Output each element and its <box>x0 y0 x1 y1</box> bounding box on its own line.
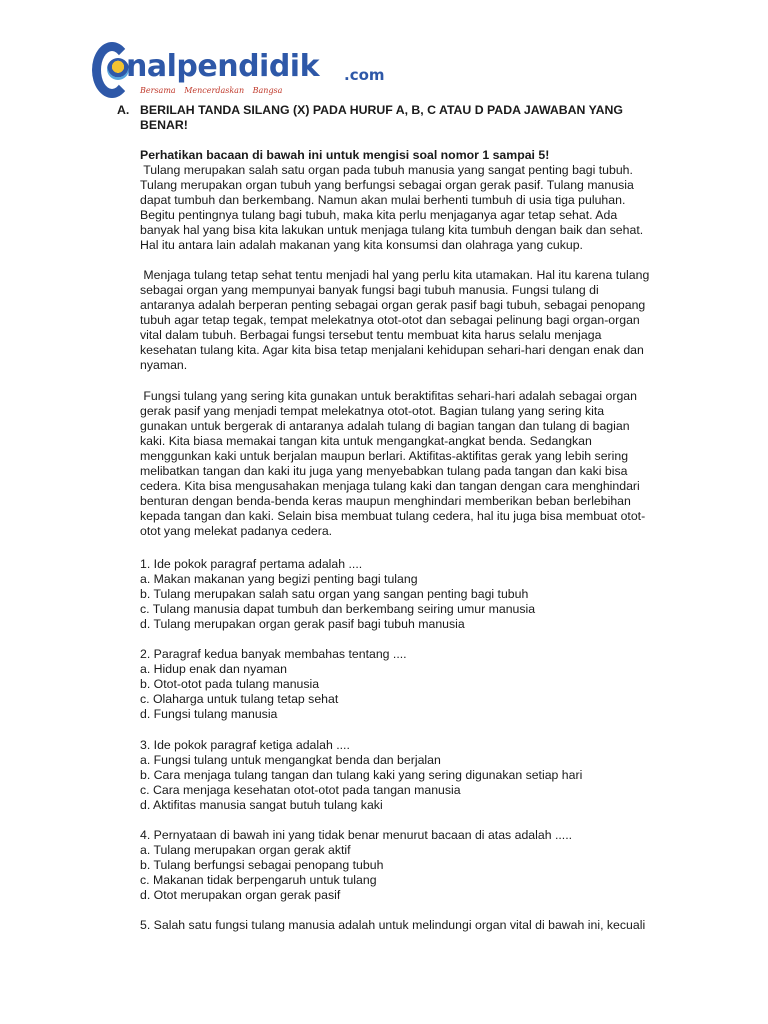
paragraph-line: sebagai organ yang mempunyai banyak fungsi bagi tubuh manusia. Fungsi tulang di <box>140 283 599 297</box>
logo-domain-suffix: .com <box>344 66 385 84</box>
answer-option: a. Hidup enak dan nyaman <box>140 662 287 676</box>
answer-option: b. Cara menjaga tulang tangan dan tulang kaki yang sering digunakan setiap hari <box>140 768 583 782</box>
site-logo <box>92 42 392 104</box>
answer-option: a. Tulang merupakan organ gerak aktif <box>140 843 351 857</box>
answer-option: d. Otot merupakan organ gerak pasif <box>140 888 341 902</box>
paragraph-line: melibatkan tangan dan kaki itu juga yang menyebabkan tulang pada tangan dan kaki bisa <box>140 464 628 478</box>
paragraph-line: antaranya adalah berperan penting sebagai organ gerak pasif bagi tubuh, sebagai penopang <box>140 298 646 312</box>
answer-option: b. Otot-otot pada tulang manusia <box>140 677 320 691</box>
paragraph-line: Begitu pentingnya tulang bagi tubuh, maka kita perlu menjaganya agar tetap sehat. Ada <box>140 208 618 222</box>
answer-option: c. Makanan tidak berpengaruh untuk tulang <box>140 873 377 887</box>
paragraph-line: gunakan untuk bergerak di antaranya adalah tulang di bagian tangan dan tulang di bagian <box>140 419 630 433</box>
paragraph-line: dapat tumbuh dan berkembang. Namun akan mulai berhenti tumbuh di usia tiga puluhan. <box>140 193 626 207</box>
instruction-line-2: BENAR! <box>140 118 188 132</box>
question-text: 2. Paragraf kedua banyak membahas tentang .... <box>140 647 407 661</box>
answer-option: d. Aktifitas manusia sangat butuh tulang kaki <box>140 798 383 812</box>
answer-option: c. Tulang manusia dapat tumbuh dan berkembang seiring umur manusia <box>140 602 536 616</box>
instruction-letter: A. <box>117 103 130 117</box>
paragraph-line: Hal itu antara lain adalah makanan yang kita konsumsi dan olahraga yang cukup. <box>140 238 583 252</box>
paragraph-line: kepada tangan dan kaki. Selain bisa membuat tulang cedera, hal itu juga bisa membuat otot- <box>140 509 646 523</box>
paragraph-line: Fungsi tulang yang sering kita gunakan untuk beraktifitas sehari-hari adalah sebagai organ <box>140 389 637 403</box>
paragraph-line: kaki. Kita biasa memakai tangan kita untuk mengangkat-angkat benda. Sedangkan <box>140 434 592 448</box>
reading-intro: Perhatikan bacaan di bawah ini untuk mengisi soal nomor 1 sampai 5! <box>140 148 550 162</box>
paragraph-line: banyak hal yang bisa kita lakukan untuk menjaga tulang kita tumbuh dengan baik dan sehat. <box>140 223 644 237</box>
paragraph-line: vital dalam tubuh. Berbagai fungsi tersebut tentu membuat kita harus selalu menjaga <box>140 328 602 342</box>
answer-option: a. Makan makanan yang begizi penting bagi tulang <box>140 572 418 586</box>
question-text: 3. Ide pokok paragraf ketiga adalah .... <box>140 738 350 752</box>
paragraph-line: benturan dengan benda-benda keras maupun menghindari memberikan beban berlebihan <box>140 494 631 508</box>
answer-option: a. Fungsi tulang untuk mengangkat benda dan berjalan <box>140 753 441 767</box>
paragraph-line: nyaman. <box>140 358 188 372</box>
question-text: 4. Pernyataan di bawah ini yang tidak benar menurut bacaan di atas adalah ..... <box>140 828 573 842</box>
answer-option: b. Tulang merupakan salah satu organ yang sangan penting bagi tubuh <box>140 587 529 601</box>
logo-tagline: Bersama Mencerdaskan Bangsa <box>140 86 283 95</box>
paragraph-line: tubuh agar tetap tegak, tempat melekatnya otot-otot dan sebagai pelinung bagi organ-organ <box>140 313 640 327</box>
paragraph-line: Tulang merupakan salah satu organ pada tubuh manusia yang sangat penting bagi tubuh. <box>140 163 633 177</box>
question-text: 1. Ide pokok paragraf pertama adalah .... <box>140 557 363 571</box>
paragraph-line: Tulang merupakan organ tubuh yang berfungsi sebagai organ gerak pasif. Tulang manusia <box>140 178 634 192</box>
answer-option: c. Olaharga untuk tulang tetap sehat <box>140 692 339 706</box>
paragraph-line: gerak pasif yang menjadi tempat melekatnya otot-otot. Bagian tulang yang sering kita <box>140 404 605 418</box>
paragraph-line: Menjaga tulang tetap sehat tentu menjadi hal yang perlu kita utamakan. Hal itu karena tulang <box>140 268 650 282</box>
question-text: 5. Salah satu fungsi tulang manusia adalah untuk melindungi organ vital di bawah ini, kecuali <box>140 918 646 932</box>
paragraph-line: menggunkan kaki untuk berjalan maupun berlari. Aktifitas-aktifitas gerak yang lebih sering <box>140 449 629 463</box>
answer-option: c. Cara menjaga kesehatan otot-otot pada tangan manusia <box>140 783 461 797</box>
logo-brand-text: nalpendidik <box>126 49 320 84</box>
answer-option: d. Tulang merupakan organ gerak pasif bagi tubuh manusia <box>140 617 465 631</box>
paragraph-line: otot yang melekat padanya cedera. <box>140 524 333 538</box>
paragraph-line: kesehatan tulang kita. Agar kita bisa tetap menjalani kehidupan sehari-hari dengan enak dan <box>140 343 644 357</box>
instruction-line-1: BERILAH TANDA SILANG (X) PADA HURUF A, B, C ATAU D PADA JAWABAN YANG <box>140 103 623 117</box>
answer-option: b. Tulang berfungsi sebagai penopang tubuh <box>140 858 384 872</box>
paragraph-line: cedera. Kita bisa mengusahakan menjaga tulang kaki dan tangan dengan cara menghindari <box>140 479 640 493</box>
answer-option: d. Fungsi tulang manusia <box>140 707 278 721</box>
